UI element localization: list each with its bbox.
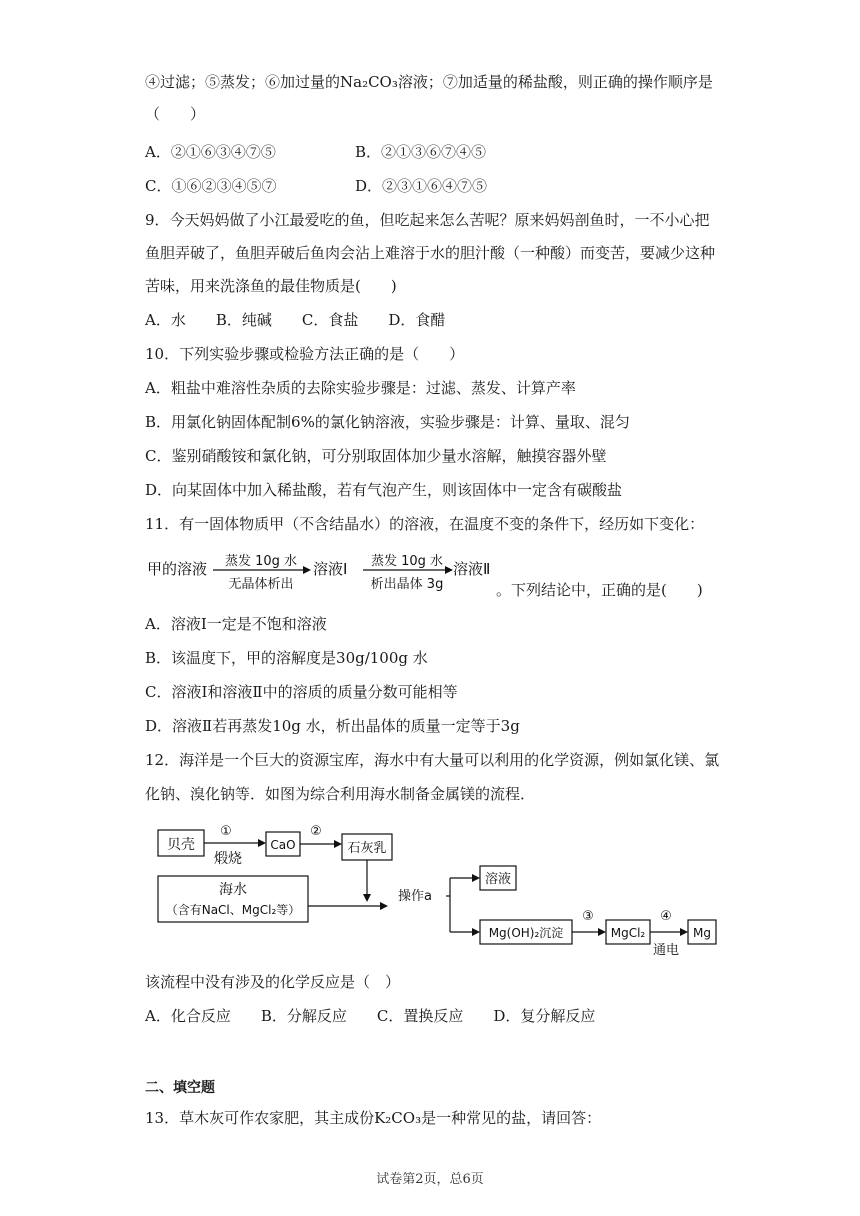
q11-process-diagram: [145, 548, 505, 602]
q11-option-a: A．溶液Ⅰ一定是不饱和溶液: [145, 615, 327, 633]
q8-option-a: A．②①⑥③④⑦⑤: [145, 143, 276, 161]
electro-label: 通电: [652, 943, 680, 958]
q13-stem: 13．草木灰可作农家肥，其主成份K₂CO₃是一种常见的盐，请回答：: [145, 1109, 602, 1127]
q8-line1: ④过滤；⑤蒸发；⑥加过量的Na₂CO₃溶液；⑦加适量的稀盐酸，则正确的操作顺序是: [145, 73, 713, 91]
q11-option-b: B．该温度下，甲的溶解度是30g/100g 水: [145, 649, 428, 667]
solution-label: 溶液: [484, 872, 512, 887]
q10-option-c: C．鉴别硝酸铵和氯化钠，可分别取固体加少量水溶解，触摸容器外壁: [145, 447, 607, 465]
page-footer: 试卷第2页，总6页: [376, 1172, 484, 1187]
q11-step2-bottom: 析出晶体 3g: [370, 577, 444, 592]
q11-step1-top: 蒸发 10g 水: [224, 554, 298, 569]
q11-after-diagram: 。下列结论中，正确的是( ): [496, 581, 703, 599]
calcine-label: 煅烧: [214, 851, 242, 867]
step3-marker: ③: [582, 909, 594, 924]
limemilk-label: 石灰乳: [347, 841, 387, 856]
step2-marker: ②: [310, 824, 322, 839]
q9-line3: 苦味，用来洗涤鱼的最佳物质是( ): [145, 277, 397, 295]
q11-end-label: 溶液Ⅱ: [453, 560, 491, 578]
q11-option-d: D．溶液Ⅱ若再蒸发10g 水，析出晶体的质量一定等于3g: [145, 717, 520, 735]
q12-options: A．化合反应 B．分解反应 C．置换反应 D．复分解反应: [145, 1007, 596, 1025]
shell-label: 贝壳: [167, 837, 195, 853]
step4-marker: ④: [660, 909, 672, 924]
step1-marker: ①: [220, 824, 232, 839]
q11-option-c: C．溶液Ⅰ和溶液Ⅱ中的溶质的质量分数可能相等: [145, 683, 458, 701]
seawater-sub: （含有NaCl、MgCl₂等）: [165, 903, 301, 917]
q8-option-c: C．①⑥②③④⑤⑦: [145, 177, 277, 195]
cao-label: CaO: [270, 838, 296, 852]
q11-step1-bottom: 无晶体析出: [228, 577, 294, 592]
mgcl2-label: MgCl₂: [610, 926, 646, 940]
q10-stem: 10．下列实验步骤或检验方法正确的是（ ）: [145, 345, 465, 363]
q11-mid-label: 溶液Ⅰ: [313, 560, 348, 578]
q10-option-a: A．粗盐中难溶性杂质的去除实验步骤是：过滤、蒸发、计算产率: [145, 379, 576, 397]
section-title: 二、填空题: [145, 1080, 215, 1096]
mg-label: Mg: [693, 926, 711, 940]
q9-line1: 9．今天妈妈做了小江最爱吃的鱼，但吃起来怎么苦呢？原来妈妈剖鱼时，一不小心把: [145, 211, 710, 229]
q8-option-b: B．②①③⑥⑦④⑤: [355, 143, 487, 161]
q12-flow-diagram: [150, 820, 720, 960]
q9-line2: 鱼胆弄破了，鱼胆弄破后鱼肉会沾上难溶于水的胆汁酸（一种酸）而变苦，要减少这种: [145, 244, 716, 262]
q12-line2: 化钠、溴化钠等．如图为综合利用海水制备金属镁的流程．: [145, 785, 536, 803]
q8-line2: （ ）: [145, 105, 206, 123]
q11-step2-top: 蒸发 10g 水: [370, 554, 444, 569]
q12-question: 该流程中没有涉及的化学反应是（ ）: [145, 973, 401, 991]
q12-line1: 12．海洋是一个巨大的资源宝库，海水中有大量可以利用的化学资源，例如氯化镁、氯: [145, 751, 720, 769]
q10-option-b: B．用氯化钠固体配制6%的氯化钠溶液，实验步骤是：计算、量取、混匀: [145, 413, 630, 431]
q8-option-d: D．②③①⑥④⑦⑤: [355, 177, 488, 195]
op-a-label: 操作a: [398, 889, 432, 904]
q11-stem: 11．有一固体物质甲（不含结晶水）的溶液，在温度不变的条件下，经历如下变化：: [145, 515, 705, 533]
seawater-label: 海水: [219, 882, 247, 898]
q9-options: A．水 B．纯碱 C．食盐 D．食醋: [145, 311, 446, 329]
precip-label: Mg(OH)₂沉淀: [488, 926, 564, 940]
q10-option-d: D．向某固体中加入稀盐酸，若有气泡产生，则该固体中一定含有碳酸盐: [145, 481, 623, 499]
q11-start-label: 甲的溶液: [147, 560, 208, 578]
